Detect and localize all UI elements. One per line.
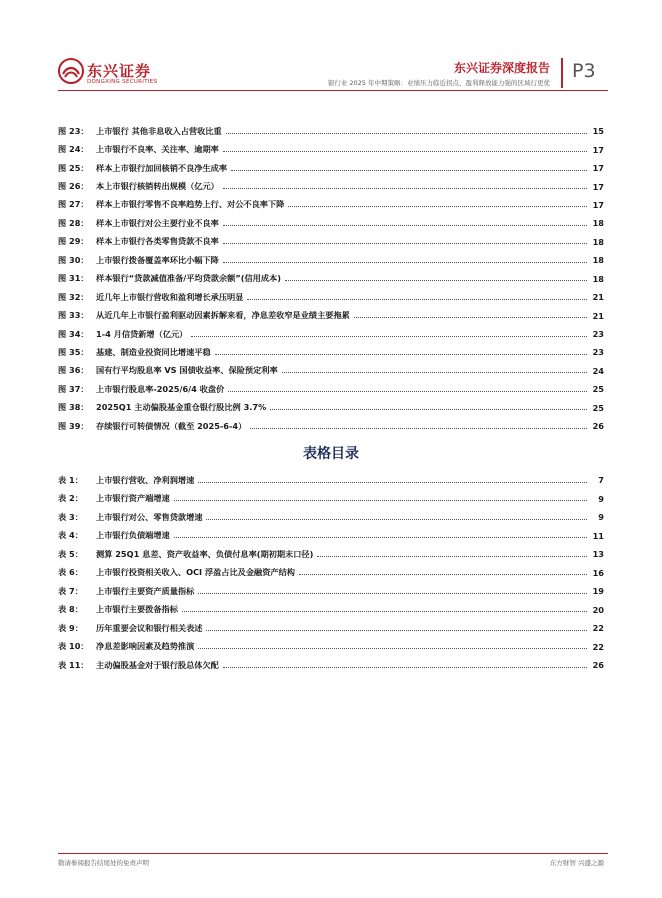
leader-dots <box>288 200 587 207</box>
figure-toc-entry-title: 基建、制造业投资同比增速平稳 <box>96 346 211 357</box>
figure-toc-entry-label: 图 32： <box>58 291 89 302</box>
figure-toc-entry[interactable] <box>58 306 604 324</box>
figure-toc-entry-page: 18 <box>592 273 604 284</box>
figure-toc-entry-page: 23 <box>592 347 604 358</box>
leader-dots <box>182 605 587 612</box>
table-toc-entry-title: 上市银行负债端增速 <box>96 530 170 541</box>
table-toc-entry-page: 9 <box>598 493 604 504</box>
table-toc-entry[interactable] <box>58 527 604 546</box>
table-toc-entry-label: 表 11： <box>58 659 89 670</box>
figure-toc-entry-title: 从近几年上市银行盈利驱动因素拆解来看，净息差收窄是业绩主要拖累 <box>96 310 350 321</box>
figure-toc-entry[interactable] <box>58 362 604 380</box>
figure-toc-entry[interactable] <box>58 196 604 214</box>
table-toc-entry-label: 表 4： <box>58 530 83 541</box>
footer-rule <box>58 853 608 854</box>
figure-toc-entry-title: 国有行平均股息率 VS 国债收益率、保险预定利率 <box>96 365 278 376</box>
figure-toc-entry-label: 图 38： <box>58 402 89 413</box>
figure-toc-entry-label: 图 33： <box>58 310 89 321</box>
logo-text-en: DONGXING SECURITIES <box>87 79 158 85</box>
table-toc-entry-label: 表 7： <box>58 585 83 596</box>
figure-toc-entry[interactable] <box>58 214 604 232</box>
leader-dots <box>223 661 587 668</box>
leader-dots <box>299 568 587 575</box>
table-toc-entry-title: 上市银行对公、零售贷款增速 <box>96 511 203 522</box>
header-divider <box>561 58 563 88</box>
figure-toc-entry[interactable] <box>58 122 604 140</box>
figure-toc <box>58 122 604 435</box>
figure-toc-entry-page: 17 <box>592 163 604 174</box>
table-toc-entry-page: 11 <box>592 530 604 541</box>
table-toc-entry-title: 主动偏股基金对于银行股总体欠配 <box>96 659 219 670</box>
figure-toc-entry-title: 样本上市银行对公主要行业不良率 <box>96 217 219 228</box>
figure-toc-entry-page: 21 <box>592 310 604 321</box>
table-toc-entry-title: 上市银行营收、净利润增速 <box>96 474 195 485</box>
figure-toc-entry-title: 1-4 月信贷新增（亿元） <box>96 328 188 339</box>
leader-dots <box>198 476 587 483</box>
figure-toc-entry-page: 25 <box>592 384 604 395</box>
figure-toc-entry-title: 上市银行拨备覆盖率环比小幅下降 <box>96 254 219 265</box>
company-logo <box>58 58 168 90</box>
figure-toc-entry-page: 23 <box>592 329 604 340</box>
table-toc-entry[interactable] <box>58 490 604 509</box>
footer-slogan: 东方财智 兴盛之源 <box>549 859 604 867</box>
leader-dots <box>174 494 587 501</box>
leader-dots <box>174 531 587 538</box>
table-toc-entry-page: 7 <box>598 475 604 486</box>
table-toc-entry[interactable] <box>58 564 604 583</box>
figure-toc-entry-label: 图 30： <box>58 254 89 265</box>
figure-toc-entry-label: 图 25： <box>58 162 89 173</box>
figure-toc-entry-page: 18 <box>592 236 604 247</box>
figure-toc-entry-page: 17 <box>592 144 604 155</box>
table-toc-entry[interactable] <box>58 582 604 601</box>
table-toc-entry-title: 上市银行主要资产质量指标 <box>96 585 195 596</box>
figure-toc-entry-title: 样本银行“贷款减值准备/平均贷款余额”(信用成本) <box>96 273 281 284</box>
dongxing-logo-icon <box>58 58 84 84</box>
table-toc-entry-label: 表 1： <box>58 474 83 485</box>
figure-toc-entry-title: 上市银行 其他非息收入占营收比重 <box>96 125 222 136</box>
table-toc-entry-label: 表 10： <box>58 641 89 652</box>
leader-dots <box>191 330 587 337</box>
figure-toc-entry-label: 图 24： <box>58 144 89 155</box>
figure-toc-entry-label: 图 35： <box>58 346 89 357</box>
figure-toc-entry-label: 图 36： <box>58 365 89 376</box>
figure-toc-entry-title: 样本上市银行加回核销不良净生成率 <box>96 162 228 173</box>
leader-dots <box>223 145 587 152</box>
leader-dots <box>226 127 587 134</box>
leader-dots <box>285 274 587 281</box>
figure-toc-entry-label: 图 37： <box>58 383 89 394</box>
figure-toc-entry-label: 图 28： <box>58 217 89 228</box>
figure-toc-entry[interactable] <box>58 233 604 251</box>
figure-toc-entry-label: 图 34： <box>58 328 89 339</box>
leader-dots <box>198 587 587 594</box>
figure-toc-entry-title: 存续银行可转债情况（截至 2025-6-4） <box>96 420 247 431</box>
table-toc-entry-title: 净息差影响因素及趋势推演 <box>96 641 195 652</box>
figure-toc-entry[interactable] <box>58 380 604 398</box>
report-title: 东兴证券深度报告 <box>453 61 550 75</box>
figure-toc-entry[interactable] <box>58 140 604 158</box>
table-toc-entry-title: 历年重要会议和银行相关表述 <box>96 622 203 633</box>
figure-toc-entry[interactable] <box>58 251 604 269</box>
figure-toc-entry[interactable] <box>58 288 604 306</box>
figure-toc-entry-page: 15 <box>592 126 604 137</box>
table-toc-entry-page: 16 <box>592 567 604 578</box>
table-toc-entry-label: 表 9： <box>58 622 83 633</box>
table-toc-entry-label: 表 6： <box>58 567 83 578</box>
figure-toc-entry-page: 21 <box>592 292 604 303</box>
footer-disclaimer: 敬请参阅报告结尾处的免责声明 <box>58 859 149 867</box>
table-toc-entry-page: 19 <box>592 586 604 597</box>
figure-toc-entry-label: 图 27： <box>58 199 89 210</box>
table-toc-entry[interactable] <box>58 601 604 620</box>
table-toc-entry[interactable] <box>58 508 604 527</box>
table-toc-entry-label: 表 8： <box>58 604 83 615</box>
leader-dots <box>228 385 587 392</box>
table-toc-entry[interactable] <box>58 471 604 490</box>
table-toc-entry-title: 上市银行主要拨备指标 <box>96 604 178 615</box>
figure-toc-entry-page: 17 <box>592 181 604 192</box>
table-toc-entry-label: 表 3： <box>58 511 83 522</box>
table-toc <box>58 471 604 675</box>
table-toc-entry-page: 20 <box>592 604 604 615</box>
leader-dots <box>223 237 587 244</box>
leader-dots <box>317 550 587 557</box>
leader-dots <box>250 422 587 429</box>
table-toc-entry[interactable] <box>58 619 604 638</box>
figure-toc-entry-label: 图 29： <box>58 236 89 247</box>
logo-text-cn: 东兴证券 <box>87 62 152 80</box>
leader-dots <box>198 642 587 649</box>
table-toc-entry-label: 表 5： <box>58 548 83 559</box>
figure-toc-entry-title: 近几年上市银行营收和盈利增长承压明显 <box>96 291 244 302</box>
leader-dots <box>247 293 587 300</box>
figure-toc-entry[interactable] <box>58 270 604 288</box>
figure-toc-entry-label: 图 23： <box>58 125 89 136</box>
page-header <box>0 0 662 100</box>
leader-dots <box>231 164 587 171</box>
table-toc-entry-page: 22 <box>592 641 604 652</box>
table-toc-entry-page: 9 <box>598 512 604 523</box>
table-toc-entry-title: 测算 25Q1 息差、资产收益率、负债付息率(期初期末口径) <box>96 548 314 559</box>
figure-toc-entry-title: 样本上市银行各类零售贷款不良率 <box>96 236 219 247</box>
leader-dots <box>215 348 587 355</box>
table-toc-entry[interactable] <box>58 545 604 564</box>
figure-toc-entry[interactable] <box>58 325 604 343</box>
figure-toc-entry-label: 图 39： <box>58 420 89 431</box>
figure-toc-entry[interactable] <box>58 177 604 195</box>
table-toc-entry[interactable] <box>58 656 604 675</box>
leader-dots <box>354 311 587 318</box>
header-rule <box>58 90 608 91</box>
table-toc-entry[interactable] <box>58 638 604 657</box>
table-toc-entry-page: 13 <box>592 549 604 560</box>
table-toc-entry-page: 26 <box>592 660 604 671</box>
figure-toc-entry-title: 本上市银行核销转出规模（亿元） <box>96 181 219 192</box>
leader-dots <box>206 513 587 520</box>
report-subtitle: 银行业 2025 年中期策略：业绩压力临近拐点，盈利释放能力强的区域行更优 <box>327 79 550 87</box>
table-toc-entry-label: 表 2： <box>58 493 83 504</box>
figure-toc-entry-label: 图 31： <box>58 273 89 284</box>
figure-toc-entry-page: 18 <box>592 255 604 266</box>
figure-toc-entry-label: 图 26： <box>58 181 89 192</box>
figure-toc-entry[interactable] <box>58 417 604 435</box>
leader-dots <box>206 624 587 631</box>
table-toc-entry-title: 上市银行投资相关收入、OCI 浮盈占比及金融资产结构 <box>96 567 295 578</box>
figure-toc-entry-title: 上市银行不良率、关注率、逾期率 <box>96 144 219 155</box>
figure-toc-entry-page: 25 <box>592 402 604 413</box>
figure-toc-entry-title: 上市银行股息率-2025/6/4 收盘价 <box>96 383 225 394</box>
leader-dots <box>223 219 587 226</box>
figure-toc-entry-page: 17 <box>592 199 604 210</box>
leader-dots <box>223 182 587 189</box>
figure-toc-entry-page: 18 <box>592 218 604 229</box>
figure-toc-entry-page: 26 <box>592 421 604 432</box>
figure-toc-entry-title: 2025Q1 主动偏股基金重仓银行股比例 3.7% <box>96 402 267 413</box>
leader-dots <box>270 403 587 410</box>
figure-toc-entry[interactable] <box>58 399 604 417</box>
tables-section-title: 表格目录 <box>303 446 359 462</box>
leader-dots <box>223 256 587 263</box>
page-number: P3 <box>572 60 596 82</box>
figure-toc-entry-page: 24 <box>592 365 604 376</box>
figure-toc-entry-title: 样本上市银行零售不良率趋势上行、对公不良率下降 <box>96 199 285 210</box>
table-toc-entry-page: 22 <box>592 623 604 634</box>
figure-toc-entry[interactable] <box>58 159 604 177</box>
table-toc-entry-title: 上市银行资产端增速 <box>96 493 170 504</box>
figure-toc-entry[interactable] <box>58 343 604 361</box>
leader-dots <box>282 366 587 373</box>
